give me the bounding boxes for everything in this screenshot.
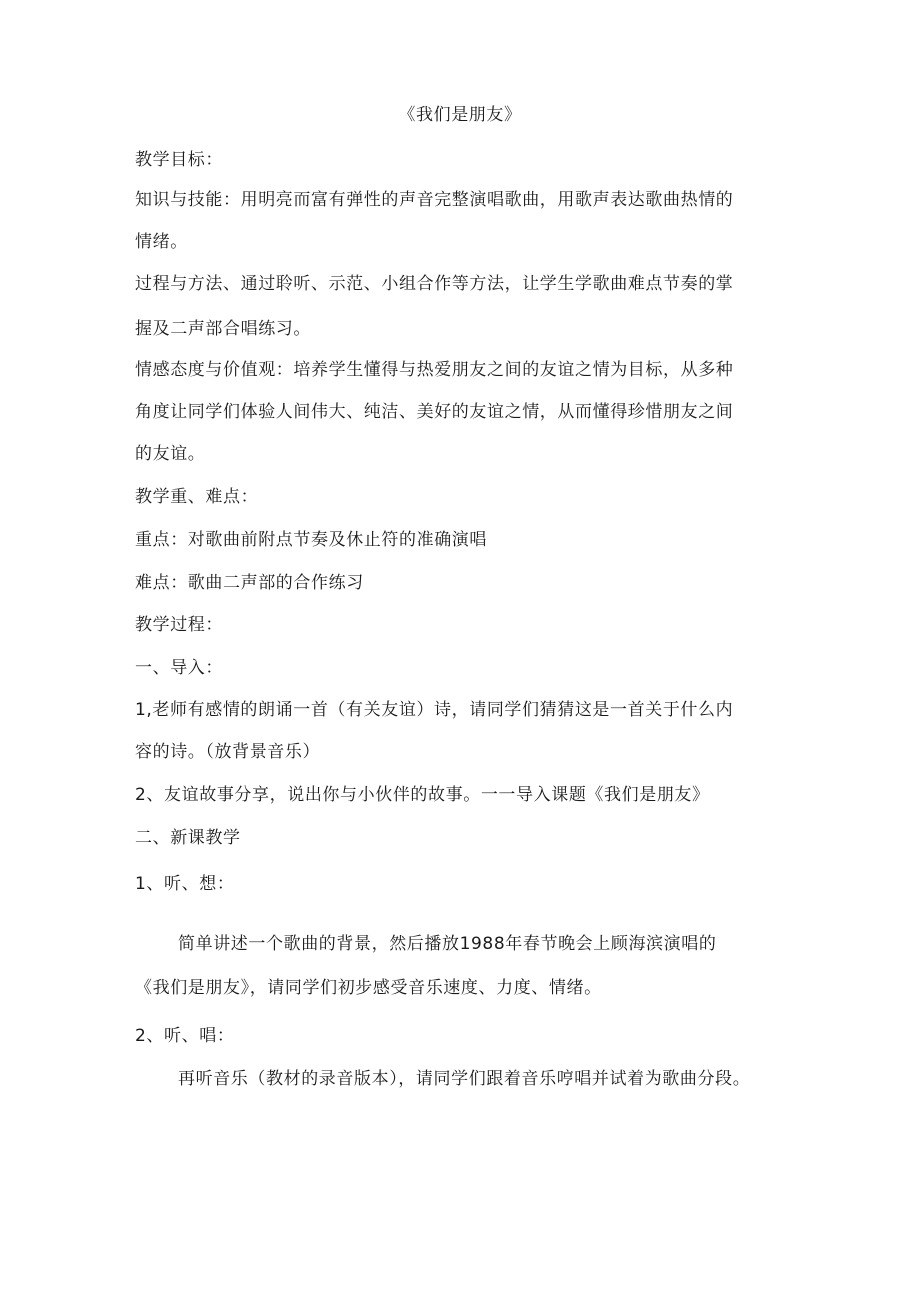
paragraph-line: 知识与技能：用明亮而富有弹性的声音完整演唱歌曲，用歌声表达歌曲热情的 xyxy=(135,190,734,210)
paragraph-line: 的友谊。 xyxy=(135,444,206,464)
paragraph-line: 《我们是朋友》，请同学们初步感受音乐速度、力度、情绪。 xyxy=(135,978,602,998)
paragraph-line: 1,老师有感情的朗诵一首（有关友谊）诗，请同学们猜猜这是一首关于什么内 xyxy=(135,700,734,720)
section-heading-key-points: 教学重、难点： xyxy=(135,487,259,507)
paragraph-line: 再听音乐（教材的录音版本），请同学们跟着音乐哼唱并试着为歌曲分段。 xyxy=(178,1069,751,1089)
paragraph-line: 2、友谊故事分享，说出你与小伙伴的故事。一一导入课题《我们是朋友》 xyxy=(135,785,710,805)
section-heading-process: 教学过程： xyxy=(135,615,223,635)
paragraph-line: 难点：歌曲二声部的合作练习 xyxy=(135,573,364,593)
paragraph-line: 情感态度与价值观：培养学生懂得与热爱朋友之间的友谊之情为目标，从多种 xyxy=(135,360,734,380)
document-title: 《我们是朋友》 xyxy=(398,105,522,125)
section-heading-intro: 一、导入： xyxy=(135,658,223,678)
subsection-heading: 2、听、唱： xyxy=(135,1026,235,1046)
subsection-heading: 1、听、想： xyxy=(135,874,235,894)
section-heading-objectives: 教学目标： xyxy=(135,150,223,170)
paragraph-line: 握及二声部合唱练习。 xyxy=(135,319,311,339)
paragraph-line: 过程与方法、通过聆听、示范、小组合作等方法，让学生学歌曲难点节奏的掌 xyxy=(135,274,734,294)
paragraph-line: 情绪。 xyxy=(135,232,188,252)
paragraph-line: 角度让同学们体验人间伟大、纯洁、美好的友谊之情，从而懂得珍惜朋友之间 xyxy=(135,402,734,422)
section-heading-new-lesson: 二、新课教学 xyxy=(135,828,241,848)
paragraph-line: 简单讲述一个歌曲的背景，然后播放1988年春节晚会上顾海滨演唱的 xyxy=(178,934,717,954)
paragraph-line: 容的诗。（放背景音乐） xyxy=(135,742,321,762)
paragraph-line: 重点：对歌曲前附点节奏及休止符的准确演唱 xyxy=(135,530,487,550)
